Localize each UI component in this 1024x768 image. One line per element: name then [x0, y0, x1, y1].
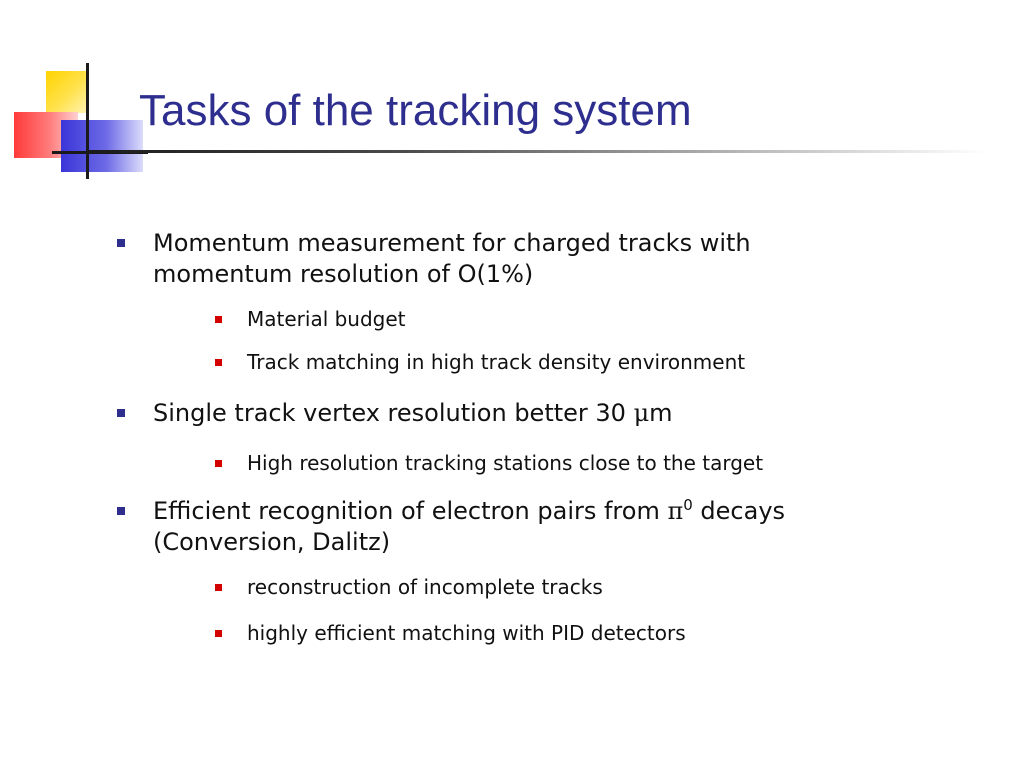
bullet-square-icon [117, 239, 125, 247]
bullet-text-after: decays (Conversion, Dalitz) [153, 497, 786, 556]
sub-bullet-square-icon [215, 460, 222, 467]
sub-bullet-track-matching [247, 349, 745, 375]
sub-bullet-pid-matching [247, 620, 686, 646]
title-underline [86, 150, 986, 153]
logo-yellow-square [46, 71, 86, 113]
sub-bullet-material-budget [247, 306, 406, 332]
slide-title: Tasks of the tracking system [139, 86, 692, 135]
bullet-text-after: m [649, 399, 673, 427]
sub-bullet-incomplete-tracks [247, 574, 603, 600]
bullet-square-icon [117, 507, 125, 515]
bullet-momentum-measurement [153, 228, 853, 290]
sub-bullet-square-icon [215, 584, 222, 591]
greek-mu-symbol: μ [633, 399, 650, 427]
sub-bullet-square-icon [215, 359, 222, 366]
bullet-text-before: Single track vertex resolution better 30 [153, 399, 634, 427]
sub-bullet-text: reconstruction of incomplete tracks [247, 575, 603, 599]
logo-vertical-line [86, 63, 89, 179]
bullet-text: Momentum measurement for charged tracks with momentum resolution of O(1%) [153, 229, 751, 288]
greek-pi-symbol: π [667, 497, 684, 525]
bullet-text-before: Efficient recognition of electron pairs from [153, 497, 668, 525]
sub-bullet-text: Track matching in high track density environment [247, 350, 746, 374]
bullet-square-icon [117, 409, 125, 417]
bullet-vertex-resolution [153, 398, 853, 429]
superscript-zero: 0 [683, 496, 693, 514]
sub-bullet-square-icon [215, 316, 222, 323]
sub-bullet-text: highly efficient matching with PID detectors [247, 621, 686, 645]
logo-blue-square [61, 120, 143, 172]
bullet-electron-pairs [153, 496, 853, 558]
sub-bullet-tracking-stations [247, 450, 763, 476]
sub-bullet-text: High resolution tracking stations close to the target [247, 451, 764, 475]
sub-bullet-square-icon [215, 630, 222, 637]
slide-logo [0, 0, 150, 190]
sub-bullet-text: Material budget [247, 307, 406, 331]
